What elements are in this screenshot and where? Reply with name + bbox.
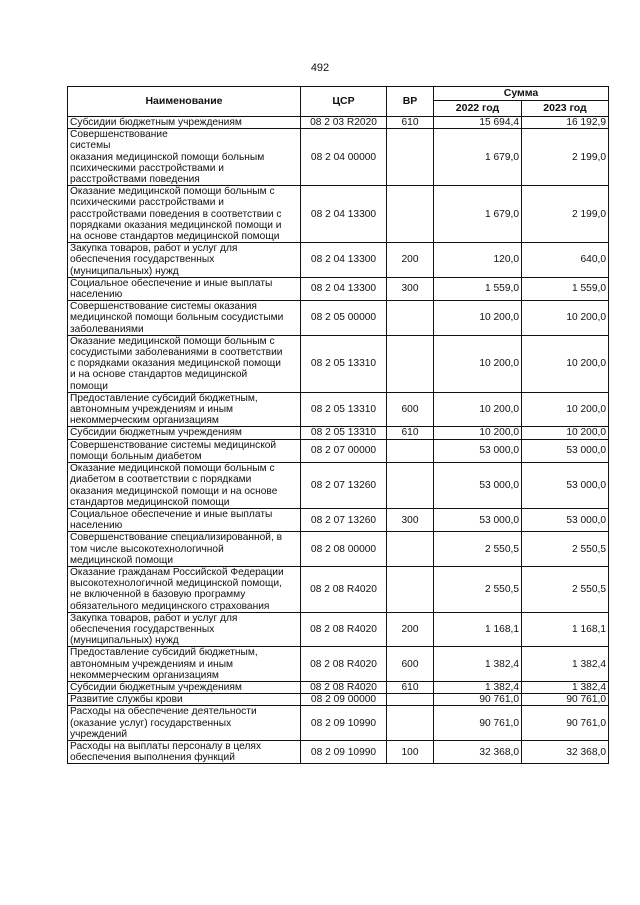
cell-name: Закупка товаров, работ и услуг для обеспечения государственных (муниципальных) нужд <box>68 612 301 647</box>
cell-2022: 2 550,5 <box>434 532 522 567</box>
cell-csr: 08 2 04 13300 <box>301 186 387 243</box>
cell-csr: 08 2 05 00000 <box>301 301 387 336</box>
table-row <box>68 392 609 427</box>
table-row <box>68 463 609 509</box>
cell-2022: 90 761,0 <box>434 706 522 741</box>
table-row <box>68 532 609 567</box>
header-sum: Сумма <box>434 87 609 101</box>
table-header <box>68 87 609 117</box>
cell-2022: 53 000,0 <box>434 508 522 531</box>
table-row <box>68 186 609 243</box>
cell-2023: 2 550,5 <box>522 566 609 612</box>
cell-2023: 640,0 <box>522 243 609 278</box>
cell-vr <box>387 706 434 741</box>
cell-vr <box>387 301 434 336</box>
cell-csr: 08 2 07 00000 <box>301 439 387 462</box>
cell-2022: 1 679,0 <box>434 129 522 186</box>
cell-name: Расходы на обеспечение деятельности (оказание услуг) государственных учреждений <box>68 706 301 741</box>
cell-name: Предоставление субсидий бюджетным, автономным учреждениям и иным некоммерческим организациям <box>68 392 301 427</box>
cell-2022: 1 382,4 <box>434 647 522 682</box>
header-vr: ВР <box>387 87 434 117</box>
cell-2023: 1 382,4 <box>522 681 609 693</box>
cell-vr: 300 <box>387 277 434 300</box>
cell-csr: 08 2 05 13310 <box>301 335 387 392</box>
cell-name: Предоставление субсидий бюджетным, автономным учреждениям и иным некоммерческим организациям <box>68 647 301 682</box>
cell-2023: 53 000,0 <box>522 463 609 509</box>
cell-vr: 610 <box>387 117 434 129</box>
cell-csr: 08 2 04 13300 <box>301 243 387 278</box>
cell-name: Оказание медицинской помощи больным с сосудистыми заболеваниями в соответствии с порядками оказания медицинской помощи и на основе стандартов медицинской помощи <box>68 335 301 392</box>
cell-csr: 08 2 05 13310 <box>301 392 387 427</box>
cell-2023: 2 199,0 <box>522 129 609 186</box>
cell-2023: 16 192,9 <box>522 117 609 129</box>
cell-2023: 1 168,1 <box>522 612 609 647</box>
table-row <box>68 117 609 129</box>
cell-csr: 08 2 08 R4020 <box>301 566 387 612</box>
cell-2023: 90 761,0 <box>522 706 609 741</box>
cell-name: Оказание медицинской помощи больным с диабетом в соответствии с порядками оказания медицинской помощи и на основе стандартов медицинской помощи <box>68 463 301 509</box>
table-row <box>68 566 609 612</box>
cell-name: Оказание гражданам Российской Федерации высокотехнологичной медицинской помощи, не включенной в базовую программу обязательного медицинского страхования <box>68 566 301 612</box>
cell-vr: 600 <box>387 392 434 427</box>
cell-vr: 610 <box>387 427 434 439</box>
cell-2022: 1 679,0 <box>434 186 522 243</box>
cell-csr: 08 2 09 00000 <box>301 694 387 706</box>
cell-vr <box>387 129 434 186</box>
cell-2023: 2 550,5 <box>522 532 609 567</box>
cell-name: Закупка товаров, работ и услуг для обеспечения государственных (муниципальных) нужд <box>68 243 301 278</box>
cell-name: Развитие службы крови <box>68 694 301 706</box>
cell-csr: 08 2 08 R4020 <box>301 612 387 647</box>
cell-2023: 10 200,0 <box>522 427 609 439</box>
cell-2023: 90 761,0 <box>522 694 609 706</box>
cell-2023: 1 559,0 <box>522 277 609 300</box>
cell-vr <box>387 532 434 567</box>
cell-csr: 08 2 07 13260 <box>301 463 387 509</box>
cell-2022: 53 000,0 <box>434 439 522 462</box>
cell-2023: 10 200,0 <box>522 301 609 336</box>
cell-name: Субсидии бюджетным учреждениям <box>68 427 301 439</box>
cell-name: Субсидии бюджетным учреждениям <box>68 681 301 693</box>
cell-vr <box>387 335 434 392</box>
table-row <box>68 439 609 462</box>
cell-2022: 10 200,0 <box>434 392 522 427</box>
cell-name: Расходы на выплаты персоналу в целях обеспечения выполнения функций <box>68 740 301 763</box>
table-row <box>68 740 609 763</box>
cell-vr: 610 <box>387 681 434 693</box>
cell-csr: 08 2 09 10990 <box>301 706 387 741</box>
cell-csr: 08 2 05 13310 <box>301 427 387 439</box>
cell-vr <box>387 186 434 243</box>
cell-2022: 10 200,0 <box>434 301 522 336</box>
header-year-2022: 2022 год <box>434 101 522 117</box>
cell-csr: 08 2 08 R4020 <box>301 647 387 682</box>
cell-2022: 10 200,0 <box>434 335 522 392</box>
cell-csr: 08 2 04 13300 <box>301 277 387 300</box>
cell-2022: 15 694,4 <box>434 117 522 129</box>
cell-vr <box>387 566 434 612</box>
cell-name: Совершенствование системы медицинской помощи больным диабетом <box>68 439 301 462</box>
cell-csr: 08 2 04 00000 <box>301 129 387 186</box>
cell-vr <box>387 694 434 706</box>
cell-vr <box>387 439 434 462</box>
cell-2023: 53 000,0 <box>522 439 609 462</box>
budget-table <box>67 86 609 764</box>
table-row <box>68 243 609 278</box>
cell-2022: 1 168,1 <box>434 612 522 647</box>
cell-2023: 10 200,0 <box>522 392 609 427</box>
cell-2023: 53 000,0 <box>522 508 609 531</box>
cell-vr: 200 <box>387 612 434 647</box>
cell-vr <box>387 463 434 509</box>
table-row <box>68 335 609 392</box>
table-row <box>68 647 609 682</box>
table-row <box>68 706 609 741</box>
cell-csr: 08 2 03 R2020 <box>301 117 387 129</box>
cell-2023: 10 200,0 <box>522 335 609 392</box>
cell-name: Совершенствование системы оказания медицинской помощи больным сосудистыми заболеваниями <box>68 301 301 336</box>
cell-vr: 300 <box>387 508 434 531</box>
cell-name: Совершенствование системы оказания медицинской помощи больным психическими расстройствами и расстройствами поведения <box>68 129 301 186</box>
cell-vr: 200 <box>387 243 434 278</box>
cell-vr: 600 <box>387 647 434 682</box>
table-row <box>68 301 609 336</box>
cell-csr: 08 2 09 10990 <box>301 740 387 763</box>
cell-name: Оказание медицинской помощи больным с психическими расстройствами и расстройствами поведения в соответствии с порядками оказания медицинской помощи и на основе стандартов медицинской помощи <box>68 186 301 243</box>
page-number: 492 <box>310 62 330 74</box>
cell-2022: 1 382,4 <box>434 681 522 693</box>
cell-2023: 2 199,0 <box>522 186 609 243</box>
table-row <box>68 427 609 439</box>
cell-2023: 1 382,4 <box>522 647 609 682</box>
cell-name: Совершенствование специализированной, в том числе высокотехнологичной медицинской помощи <box>68 532 301 567</box>
table-body <box>68 117 609 764</box>
cell-2022: 120,0 <box>434 243 522 278</box>
cell-2022: 1 559,0 <box>434 277 522 300</box>
cell-name: Социальное обеспечение и иные выплаты населению <box>68 277 301 300</box>
table-row <box>68 277 609 300</box>
cell-csr: 08 2 08 00000 <box>301 532 387 567</box>
cell-vr: 100 <box>387 740 434 763</box>
header-year-2023: 2023 год <box>522 101 609 117</box>
table-row <box>68 508 609 531</box>
header-csr: ЦСР <box>301 87 387 117</box>
cell-2022: 53 000,0 <box>434 463 522 509</box>
cell-2022: 90 761,0 <box>434 694 522 706</box>
cell-csr: 08 2 08 R4020 <box>301 681 387 693</box>
cell-name: Субсидии бюджетным учреждениям <box>68 117 301 129</box>
cell-2022: 32 368,0 <box>434 740 522 763</box>
cell-csr: 08 2 07 13260 <box>301 508 387 531</box>
table-row <box>68 694 609 706</box>
cell-2022: 10 200,0 <box>434 427 522 439</box>
table-row <box>68 612 609 647</box>
cell-2023: 32 368,0 <box>522 740 609 763</box>
header-name: Наименование <box>68 87 301 117</box>
table-row <box>68 681 609 693</box>
table-row <box>68 129 609 186</box>
cell-name: Социальное обеспечение и иные выплаты населению <box>68 508 301 531</box>
cell-2022: 2 550,5 <box>434 566 522 612</box>
